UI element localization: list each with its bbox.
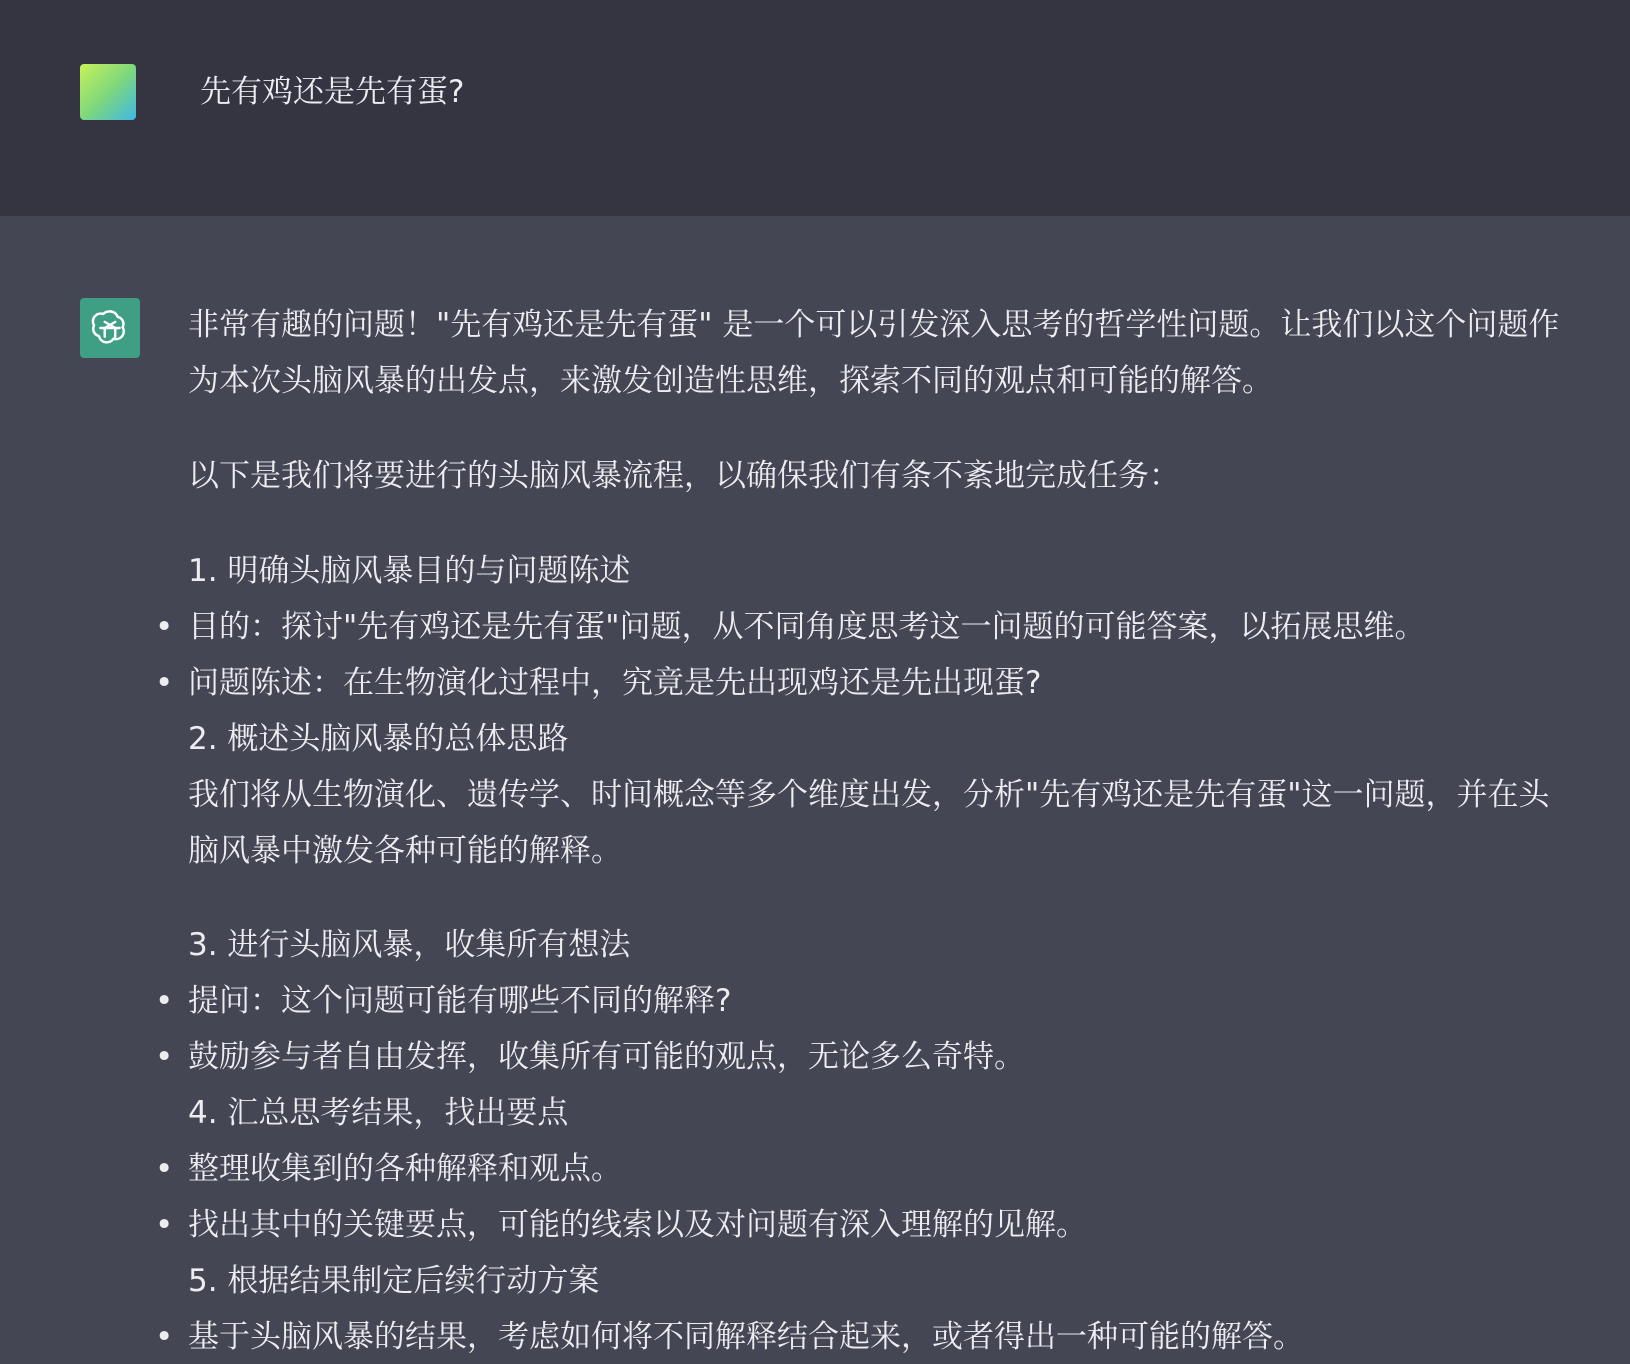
step2-line-1: 我们将从生物演化、遗传学、时间概念等多个维度出发，分析"先有鸡还是先有蛋"这一问题，并在头 [188,777,1550,813]
step2-line-2: 脑风暴中激发各种可能的解释。 [188,833,622,869]
step3-title: 3. 进行头脑风暴，收集所有想法 [188,927,631,963]
intro-line-2: 为本次头脑风暴的出发点，来激发创造性思维，探索不同的观点和可能的解答。 [188,363,1273,399]
bullet-marker: • [155,1319,174,1355]
user-message-row [0,0,1630,216]
step4-bullet-2: 找出其中的关键要点，可能的线索以及对问题有深入理解的见解。 [188,1207,1087,1243]
step3-bullet-1: 提问：这个问题可能有哪些不同的解释? [188,983,732,1019]
intro-line-1: 非常有趣的问题！"先有鸡还是先有蛋" 是一个可以引发深入思考的哲学性问题。让我们以这个问题作 [188,307,1560,343]
step5-bullet-1: 基于头脑风暴的结果，考虑如何将不同解释结合起来，或者得出一种可能的解答。 [188,1319,1304,1355]
step5-title: 5. 根据结果制定后续行动方案 [188,1263,600,1299]
step1-bullet-1: 目的：探讨"先有鸡还是先有蛋"问题，从不同角度思考这一问题的可能答案，以拓展思维。 [188,609,1426,645]
bullet-marker: • [155,1151,174,1187]
bullet-marker: • [155,1039,174,1075]
bullet-marker: • [155,609,174,645]
step4-bullet-1: 整理收集到的各种解释和观点。 [188,1151,622,1187]
step1-title: 1. 明确头脑风暴目的与问题陈述 [188,553,631,589]
user-message-text: 先有鸡还是先有蛋? [200,74,465,110]
bullet-marker: • [155,665,174,701]
user-avatar [80,64,136,120]
bullet-marker: • [155,983,174,1019]
step3-bullet-2: 鼓励参与者自由发挥，收集所有可能的观点，无论多么奇特。 [188,1039,1025,1075]
openai-logo-icon [80,298,140,358]
flow-intro: 以下是我们将要进行的头脑风暴流程，以确保我们有条不紊地完成任务： [188,458,1180,494]
bullet-marker: • [155,1207,174,1243]
step4-title: 4. 汇总思考结果，找出要点 [188,1095,569,1131]
step2-title: 2. 概述头脑风暴的总体思路 [188,721,569,757]
step1-bullet-2: 问题陈述：在生物演化过程中，究竟是先出现鸡还是先出现蛋? [188,665,1042,701]
assistant-message-row [0,216,1630,1364]
